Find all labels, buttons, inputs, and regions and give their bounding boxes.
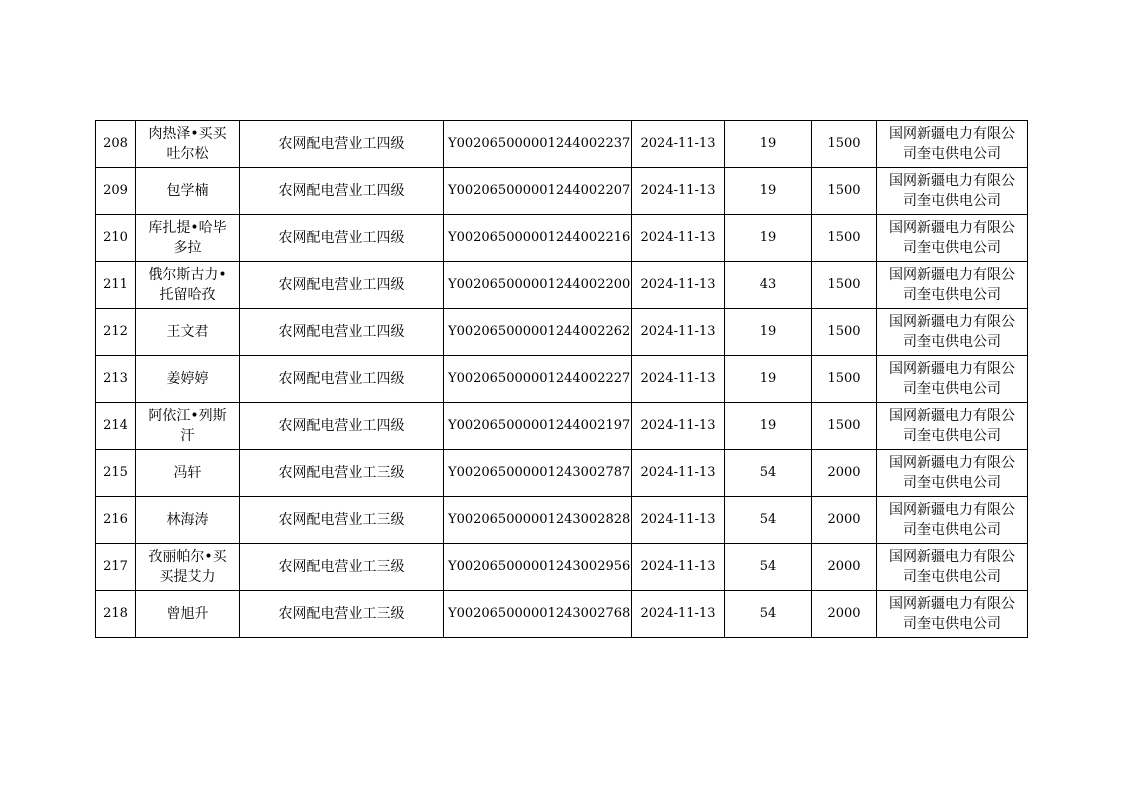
issue-date: 2024-11-13: [632, 356, 725, 403]
unit-name: 国网新疆电力有限公司奎屯供电公司: [877, 121, 1028, 168]
job-title: 农网配电营业工三级: [240, 450, 444, 497]
fee-value: 1500: [812, 356, 877, 403]
fee-value: 2000: [812, 591, 877, 638]
table-row: [96, 262, 1028, 309]
fee-value: 1500: [812, 309, 877, 356]
hours-value: 43: [725, 262, 812, 309]
fee-value: 1500: [812, 262, 877, 309]
fee-value: 2000: [812, 544, 877, 591]
unit-name: 国网新疆电力有限公司奎屯供电公司: [877, 450, 1028, 497]
issue-date: 2024-11-13: [632, 497, 725, 544]
person-name: 库扎提•哈毕多拉: [136, 215, 240, 262]
hours-value: 54: [725, 544, 812, 591]
hours-value: 54: [725, 450, 812, 497]
person-name: 王文君: [136, 309, 240, 356]
certificate-table: [95, 120, 1028, 638]
person-name: 阿依江•列斯汗: [136, 403, 240, 450]
certificate-number: Y002065000001244002197: [444, 403, 632, 450]
table-row: [96, 403, 1028, 450]
job-title: 农网配电营业工四级: [240, 215, 444, 262]
row-number: 217: [96, 544, 136, 591]
unit-name: 国网新疆电力有限公司奎屯供电公司: [877, 309, 1028, 356]
row-number: 209: [96, 168, 136, 215]
hours-value: 19: [725, 309, 812, 356]
person-name: 孜丽帕尔•买买提艾力: [136, 544, 240, 591]
unit-name: 国网新疆电力有限公司奎屯供电公司: [877, 591, 1028, 638]
unit-name: 国网新疆电力有限公司奎屯供电公司: [877, 215, 1028, 262]
issue-date: 2024-11-13: [632, 544, 725, 591]
certificate-number: Y002065000001244002207: [444, 168, 632, 215]
unit-name: 国网新疆电力有限公司奎屯供电公司: [877, 356, 1028, 403]
person-name: 肉热泽•买买吐尔松: [136, 121, 240, 168]
person-name: 姜婷婷: [136, 356, 240, 403]
fee-value: 1500: [812, 403, 877, 450]
certificate-number: Y002065000001244002200: [444, 262, 632, 309]
person-name: 俄尔斯古力•托留哈孜: [136, 262, 240, 309]
job-title: 农网配电营业工四级: [240, 309, 444, 356]
person-name: 曾旭升: [136, 591, 240, 638]
certificate-number: Y002065000001243002828: [444, 497, 632, 544]
unit-name: 国网新疆电力有限公司奎屯供电公司: [877, 168, 1028, 215]
table-row: [96, 215, 1028, 262]
table-row: [96, 544, 1028, 591]
certificate-number: Y002065000001244002216: [444, 215, 632, 262]
table-row: [96, 121, 1028, 168]
row-number: 218: [96, 591, 136, 638]
job-title: 农网配电营业工三级: [240, 591, 444, 638]
table-row: [96, 450, 1028, 497]
table-row: [96, 168, 1028, 215]
row-number: 216: [96, 497, 136, 544]
issue-date: 2024-11-13: [632, 450, 725, 497]
table-row: [96, 309, 1028, 356]
job-title: 农网配电营业工四级: [240, 168, 444, 215]
row-number: 213: [96, 356, 136, 403]
fee-value: 1500: [812, 121, 877, 168]
job-title: 农网配电营业工三级: [240, 544, 444, 591]
row-number: 211: [96, 262, 136, 309]
certificate-number: Y002065000001243002956: [444, 544, 632, 591]
table-row: [96, 497, 1028, 544]
hours-value: 19: [725, 168, 812, 215]
row-number: 208: [96, 121, 136, 168]
issue-date: 2024-11-13: [632, 215, 725, 262]
job-title: 农网配电营业工四级: [240, 403, 444, 450]
row-number: 215: [96, 450, 136, 497]
certificate-number: Y002065000001243002768: [444, 591, 632, 638]
issue-date: 2024-11-13: [632, 591, 725, 638]
job-title: 农网配电营业工四级: [240, 262, 444, 309]
job-title: 农网配电营业工四级: [240, 121, 444, 168]
issue-date: 2024-11-13: [632, 168, 725, 215]
certificate-number: Y002065000001244002237: [444, 121, 632, 168]
job-title: 农网配电营业工三级: [240, 497, 444, 544]
hours-value: 19: [725, 121, 812, 168]
person-name: 林海涛: [136, 497, 240, 544]
fee-value: 1500: [812, 215, 877, 262]
unit-name: 国网新疆电力有限公司奎屯供电公司: [877, 262, 1028, 309]
certificate-number: Y002065000001244002227: [444, 356, 632, 403]
issue-date: 2024-11-13: [632, 262, 725, 309]
table-row: [96, 591, 1028, 638]
unit-name: 国网新疆电力有限公司奎屯供电公司: [877, 544, 1028, 591]
person-name: 冯轩: [136, 450, 240, 497]
row-number: 212: [96, 309, 136, 356]
hours-value: 19: [725, 356, 812, 403]
person-name: 包学楠: [136, 168, 240, 215]
hours-value: 19: [725, 215, 812, 262]
row-number: 214: [96, 403, 136, 450]
table-body: [96, 121, 1028, 638]
issue-date: 2024-11-13: [632, 403, 725, 450]
unit-name: 国网新疆电力有限公司奎屯供电公司: [877, 497, 1028, 544]
fee-value: 2000: [812, 497, 877, 544]
fee-value: 2000: [812, 450, 877, 497]
certificate-number: Y002065000001243002787: [444, 450, 632, 497]
table-row: [96, 356, 1028, 403]
hours-value: 19: [725, 403, 812, 450]
hours-value: 54: [725, 591, 812, 638]
unit-name: 国网新疆电力有限公司奎屯供电公司: [877, 403, 1028, 450]
row-number: 210: [96, 215, 136, 262]
certificate-number: Y002065000001244002262: [444, 309, 632, 356]
job-title: 农网配电营业工四级: [240, 356, 444, 403]
fee-value: 1500: [812, 168, 877, 215]
issue-date: 2024-11-13: [632, 309, 725, 356]
hours-value: 54: [725, 497, 812, 544]
issue-date: 2024-11-13: [632, 121, 725, 168]
